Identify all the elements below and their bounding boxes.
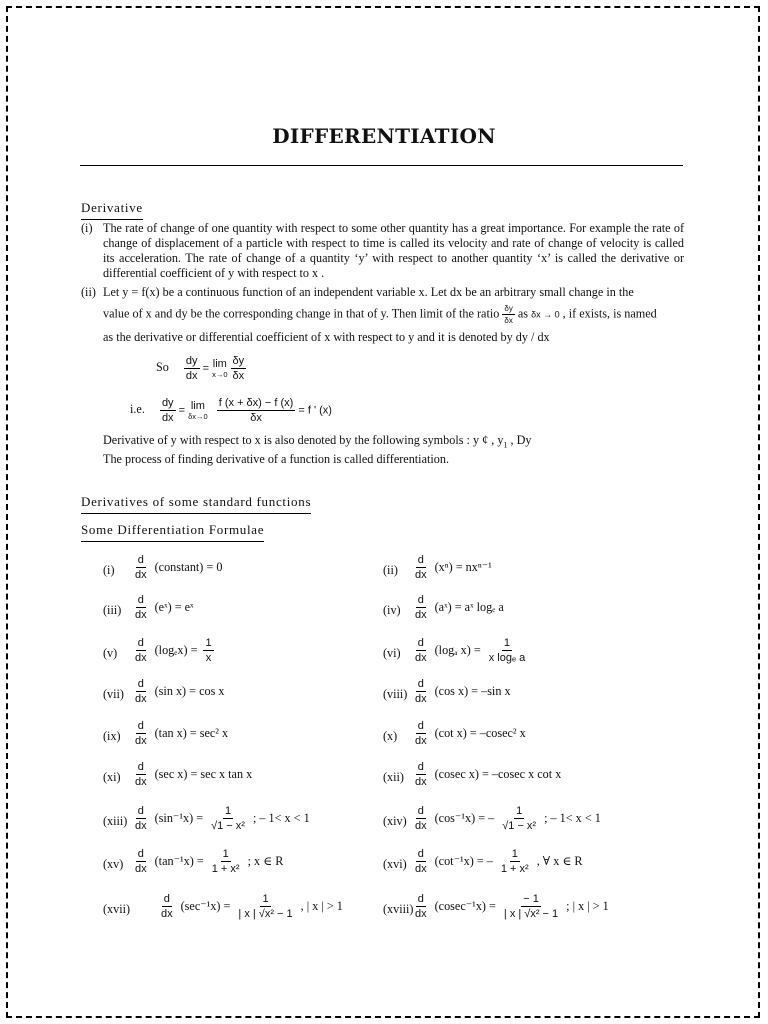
d-dx-operator [133, 554, 149, 581]
fraction-numerator: d [137, 678, 144, 690]
fraction-denominator: dx [161, 412, 174, 424]
d-dx-operator [413, 893, 429, 920]
formula-body [413, 893, 609, 920]
fraction-numerator: d [417, 554, 424, 566]
formula-item [383, 848, 663, 876]
fraction-numerator: dy [185, 355, 198, 367]
paragraph-ii-line2 [103, 304, 657, 325]
formula-item [103, 893, 383, 921]
formula-body [413, 594, 504, 621]
fraction-denominator: dx [135, 693, 147, 705]
formula-item [103, 720, 383, 748]
formula-item [383, 761, 663, 789]
equals-sign: = [178, 404, 186, 417]
formula-body [133, 761, 252, 788]
formula-number: (xvii) [103, 902, 131, 916]
fraction-denominator: √1 − x² [211, 820, 245, 832]
paragraph-i [81, 221, 684, 281]
paragraph-line: value of x and dy be the corresponding change in that of y. Then limit of the ratio [103, 306, 500, 321]
fraction-denominator: dx [135, 820, 147, 832]
limit-operator [188, 401, 208, 421]
fraction-numerator: 1 [224, 805, 232, 817]
formula-number: (xi) [103, 770, 121, 784]
formula-number: (iii) [103, 603, 122, 617]
d-dx-operator [133, 594, 149, 621]
fraction-denominator: dx [415, 863, 427, 875]
paragraph-ii [81, 285, 684, 300]
fraction-denominator: x logₑ a [488, 652, 526, 664]
fraction-numerator: d [137, 848, 144, 860]
d-dx-operator [413, 637, 429, 664]
fraction-numerator: d [163, 893, 170, 905]
fraction-denominator: dx [135, 569, 147, 581]
formula-number: (xvi) [383, 857, 407, 871]
lim-text: lim [190, 399, 205, 412]
lim-text: lim [212, 357, 227, 370]
formula-expression: (cot⁻¹x) = – [434, 854, 493, 868]
formula-number: (xviii) [383, 902, 414, 916]
formula-item [103, 805, 383, 833]
ie-label: i.e. [130, 402, 145, 417]
result-fraction [236, 893, 294, 920]
fraction-numerator: d [417, 893, 424, 905]
formula-number: (xv) [103, 857, 124, 871]
formula-condition: , | x | > 1 [300, 899, 343, 913]
formula-number: (i) [103, 563, 115, 577]
formula-body [133, 678, 224, 705]
fraction-numerator: d [137, 761, 144, 773]
limit-operator [212, 359, 227, 379]
fraction-numerator: d [137, 594, 144, 606]
fraction-numerator: f (x + δx) − f (x) [218, 397, 294, 409]
formula-item [103, 554, 383, 582]
formula-body [133, 637, 214, 664]
formula-expression: (sin⁻¹x) = [154, 811, 204, 825]
section-subheading-formulae: Some Differentiation Formulae [81, 522, 264, 542]
formula-item [103, 848, 383, 876]
formula-expression: (cot x) = –cosec² x [434, 726, 526, 740]
result-fraction [203, 637, 213, 664]
formula-body [133, 848, 283, 875]
fraction-denominator: √1 − x² [502, 820, 537, 832]
formula-body [413, 848, 583, 875]
fraction-denominator: 1 + x² [211, 863, 240, 875]
formula-item [383, 893, 663, 921]
d-dx-operator [413, 848, 429, 875]
formula-expression: (sin x) = cos x [154, 684, 225, 698]
fraction-denominator: dx [135, 776, 147, 788]
d-dx-operator [133, 720, 149, 747]
formula-number: (vii) [103, 687, 124, 701]
formula-body [413, 761, 561, 788]
page-title: DIFFERENTIATION [272, 124, 496, 148]
formula-body [413, 805, 601, 832]
formula-item [103, 678, 383, 706]
lim-subscript: x→0 [212, 369, 228, 379]
fraction-numerator: d [137, 805, 144, 817]
d-dx-operator [413, 678, 429, 705]
d-dx-operator [133, 678, 149, 705]
fraction-numerator: δy [504, 304, 513, 313]
equation-so [156, 355, 246, 382]
fraction-denominator: dx [415, 776, 427, 788]
fraction-denominator: dx [185, 370, 198, 382]
fraction-numerator: 1 [511, 848, 518, 860]
fraction-numerator: d [417, 637, 424, 649]
formula-number: (iv) [383, 603, 401, 617]
formula-number: (ii) [383, 563, 398, 577]
fraction-denominator: dx [415, 693, 427, 705]
fraction-numerator: 1 [262, 893, 269, 905]
fraction-denominator: dx [135, 652, 147, 664]
d-dx-operator [413, 720, 429, 747]
fraction-numerator: 1 [205, 637, 212, 649]
d-dx-operator [133, 805, 149, 832]
formula-body [413, 554, 492, 581]
symbols-tail: , Dy [507, 433, 532, 447]
formula-body [133, 805, 310, 832]
paragraph-line: , if exists, is named [562, 306, 657, 321]
result-fraction [499, 848, 531, 875]
formula-item [383, 805, 663, 833]
paragraph-text: The rate of change of one quantity with respect to some other quantity has a great importance. For example the rate of change of displacement of a particle with respect to time is called its velocity and rate of change of velocity is called its acceleration. The rate of change of a quantity ‘y’ with respect to another quantity ‘x’ is called the derivative or differential coefficient of y with respect to x . [103, 221, 684, 280]
formula-item [383, 554, 663, 582]
formula-expression: (tan x) = sec² x [154, 726, 229, 740]
fraction-numerator: d [137, 720, 144, 732]
formula-condition: ; x ∈ R [247, 854, 284, 868]
d-dx-operator [413, 805, 429, 832]
fraction-numerator: d [417, 720, 424, 732]
formula-body [413, 720, 526, 747]
result-fraction [487, 637, 528, 664]
result-fraction [502, 893, 560, 920]
process-line: The process of finding derivative of a function is called differentiation. [103, 452, 449, 466]
formula-expression: (tan⁻¹x) = [154, 854, 204, 868]
d-dx-operator [413, 761, 429, 788]
fraction-denominator: dx [135, 863, 147, 875]
fraction-denominator: dx [415, 820, 427, 832]
fraction-denominator: | x | √x² − 1 [238, 908, 293, 920]
first-principle-fraction [217, 397, 296, 424]
fraction-numerator: d [417, 594, 424, 606]
d-dx-operator [133, 637, 149, 664]
fraction-denominator: dx [135, 609, 147, 621]
fraction-denominator: dx [415, 609, 427, 621]
as-word: as [517, 306, 529, 321]
formula-item [383, 720, 663, 748]
d-dx-operator [159, 893, 175, 920]
fraction-numerator: dy [161, 397, 174, 409]
fraction-numerator: d [417, 805, 424, 817]
f-prime-rhs: = f ' (x) [298, 404, 332, 417]
fraction-numerator: δy [232, 355, 245, 367]
formula-body [133, 594, 194, 621]
formula-expression: (aˣ) = aˣ logₑ a [434, 600, 504, 614]
formula-number: (ix) [103, 729, 121, 743]
fraction-denominator: dx [415, 735, 427, 747]
d-dx-operator [413, 594, 429, 621]
fraction-numerator: d [417, 761, 424, 773]
fraction-denominator: δx [232, 370, 245, 382]
formula-body [413, 637, 527, 664]
d-dx-operator [133, 848, 149, 875]
formula-condition: , ∀ x ∈ R [536, 854, 583, 868]
formula-expression: (cos x) = –sin x [434, 684, 511, 698]
result-fraction [500, 805, 538, 832]
fraction-denominator: dx [135, 735, 147, 747]
formula-expression: (cosec⁻¹x) = [434, 899, 496, 913]
title-rule [80, 165, 683, 166]
formula-body [133, 554, 222, 581]
fraction-denominator: 1 + x² [500, 863, 529, 875]
formula-item [103, 761, 383, 789]
fraction-denominator: dx [415, 569, 427, 581]
fraction-numerator: − 1 [523, 893, 539, 905]
result-fraction [210, 848, 242, 875]
fraction-numerator: d [137, 637, 144, 649]
fraction-numerator: 1 [516, 805, 523, 817]
fraction-numerator: 1 [222, 848, 229, 860]
dy-dx-fraction [184, 355, 200, 382]
d-dx-operator [413, 554, 429, 581]
formula-item [383, 594, 663, 622]
delta-fraction [231, 355, 247, 382]
paragraph-line: Let y = f(x) be a continuous function of an independent variable x. Let dx be an arbitrary small change in the [103, 285, 634, 299]
formula-number: (xiii) [103, 814, 128, 828]
fraction-denominator: x [205, 652, 212, 664]
formula-condition: ; | x | > 1 [566, 899, 609, 913]
symbols-subscript: 1 [503, 440, 508, 450]
formula-number: (v) [103, 646, 118, 660]
formula-body [159, 893, 343, 920]
formula-body [133, 720, 228, 747]
formula-item [383, 637, 663, 665]
formula-number: (vi) [383, 646, 401, 660]
symbols-line [103, 433, 531, 449]
formula-expression: (eˣ) = eˣ [154, 600, 194, 614]
dy-dx-fraction [160, 397, 176, 424]
so-label: So [156, 360, 169, 375]
fraction-numerator: d [417, 848, 424, 860]
d-dx-operator [133, 761, 149, 788]
formula-number: (xii) [383, 770, 404, 784]
fraction-denominator: dx [415, 652, 427, 664]
equation-ie [130, 397, 332, 424]
formula-item [103, 637, 383, 665]
formula-expression: (sec⁻¹x) = [180, 899, 231, 913]
paragraph-ii-line3: as the derivative or differential coefficient of x with respect to y and it is denoted by dy / dx [103, 330, 550, 344]
paragraph-number: (ii) [81, 285, 96, 299]
formula-expression: (logₑx) = [154, 643, 198, 657]
fraction-numerator: 1 [503, 637, 511, 649]
formula-item [383, 678, 663, 706]
formula-expression: (cosec x) = –cosec x cot x [434, 767, 562, 781]
formula-number: (x) [383, 729, 398, 743]
fraction-numerator: d [417, 678, 424, 690]
formula-number: (xiv) [383, 814, 407, 828]
symbols-text: Derivative of y with respect to x is also denoted by the following symbols : y ¢ , y [103, 433, 504, 447]
formula-number: (viii) [383, 687, 408, 701]
limit-condition: δx → 0 [531, 309, 560, 320]
equals-sign: = [202, 362, 210, 375]
lim-subscript: δx→0 [188, 411, 208, 421]
fraction-denominator: dx [415, 908, 427, 920]
fraction-numerator: d [137, 554, 144, 566]
fraction-denominator: δx [250, 412, 262, 424]
formula-item [103, 594, 383, 622]
formula-expression: (xⁿ) = nxⁿ⁻¹ [434, 560, 492, 574]
fraction-denominator: | x | √x² − 1 [503, 908, 559, 920]
formula-expression: (sec x) = sec x tan x [154, 767, 253, 781]
fraction-denominator: δx [504, 316, 513, 325]
formula-body [413, 678, 511, 705]
formula-condition: ; – 1< x < 1 [544, 811, 601, 825]
formula-condition: ; – 1< x < 1 [252, 811, 310, 825]
formula-expression: (logₐ x) = [434, 643, 481, 657]
fraction-denominator: dx [161, 908, 173, 920]
result-fraction [209, 805, 247, 832]
section-heading-derivative: Derivative [81, 200, 143, 220]
formula-expression: (constant) = 0 [154, 560, 223, 574]
ratio-fraction [502, 304, 514, 325]
section-heading-standard: Derivatives of some standard functions [81, 494, 311, 514]
paragraph-number: (i) [81, 221, 93, 235]
formula-expression: (cos⁻¹x) = – [434, 811, 495, 825]
